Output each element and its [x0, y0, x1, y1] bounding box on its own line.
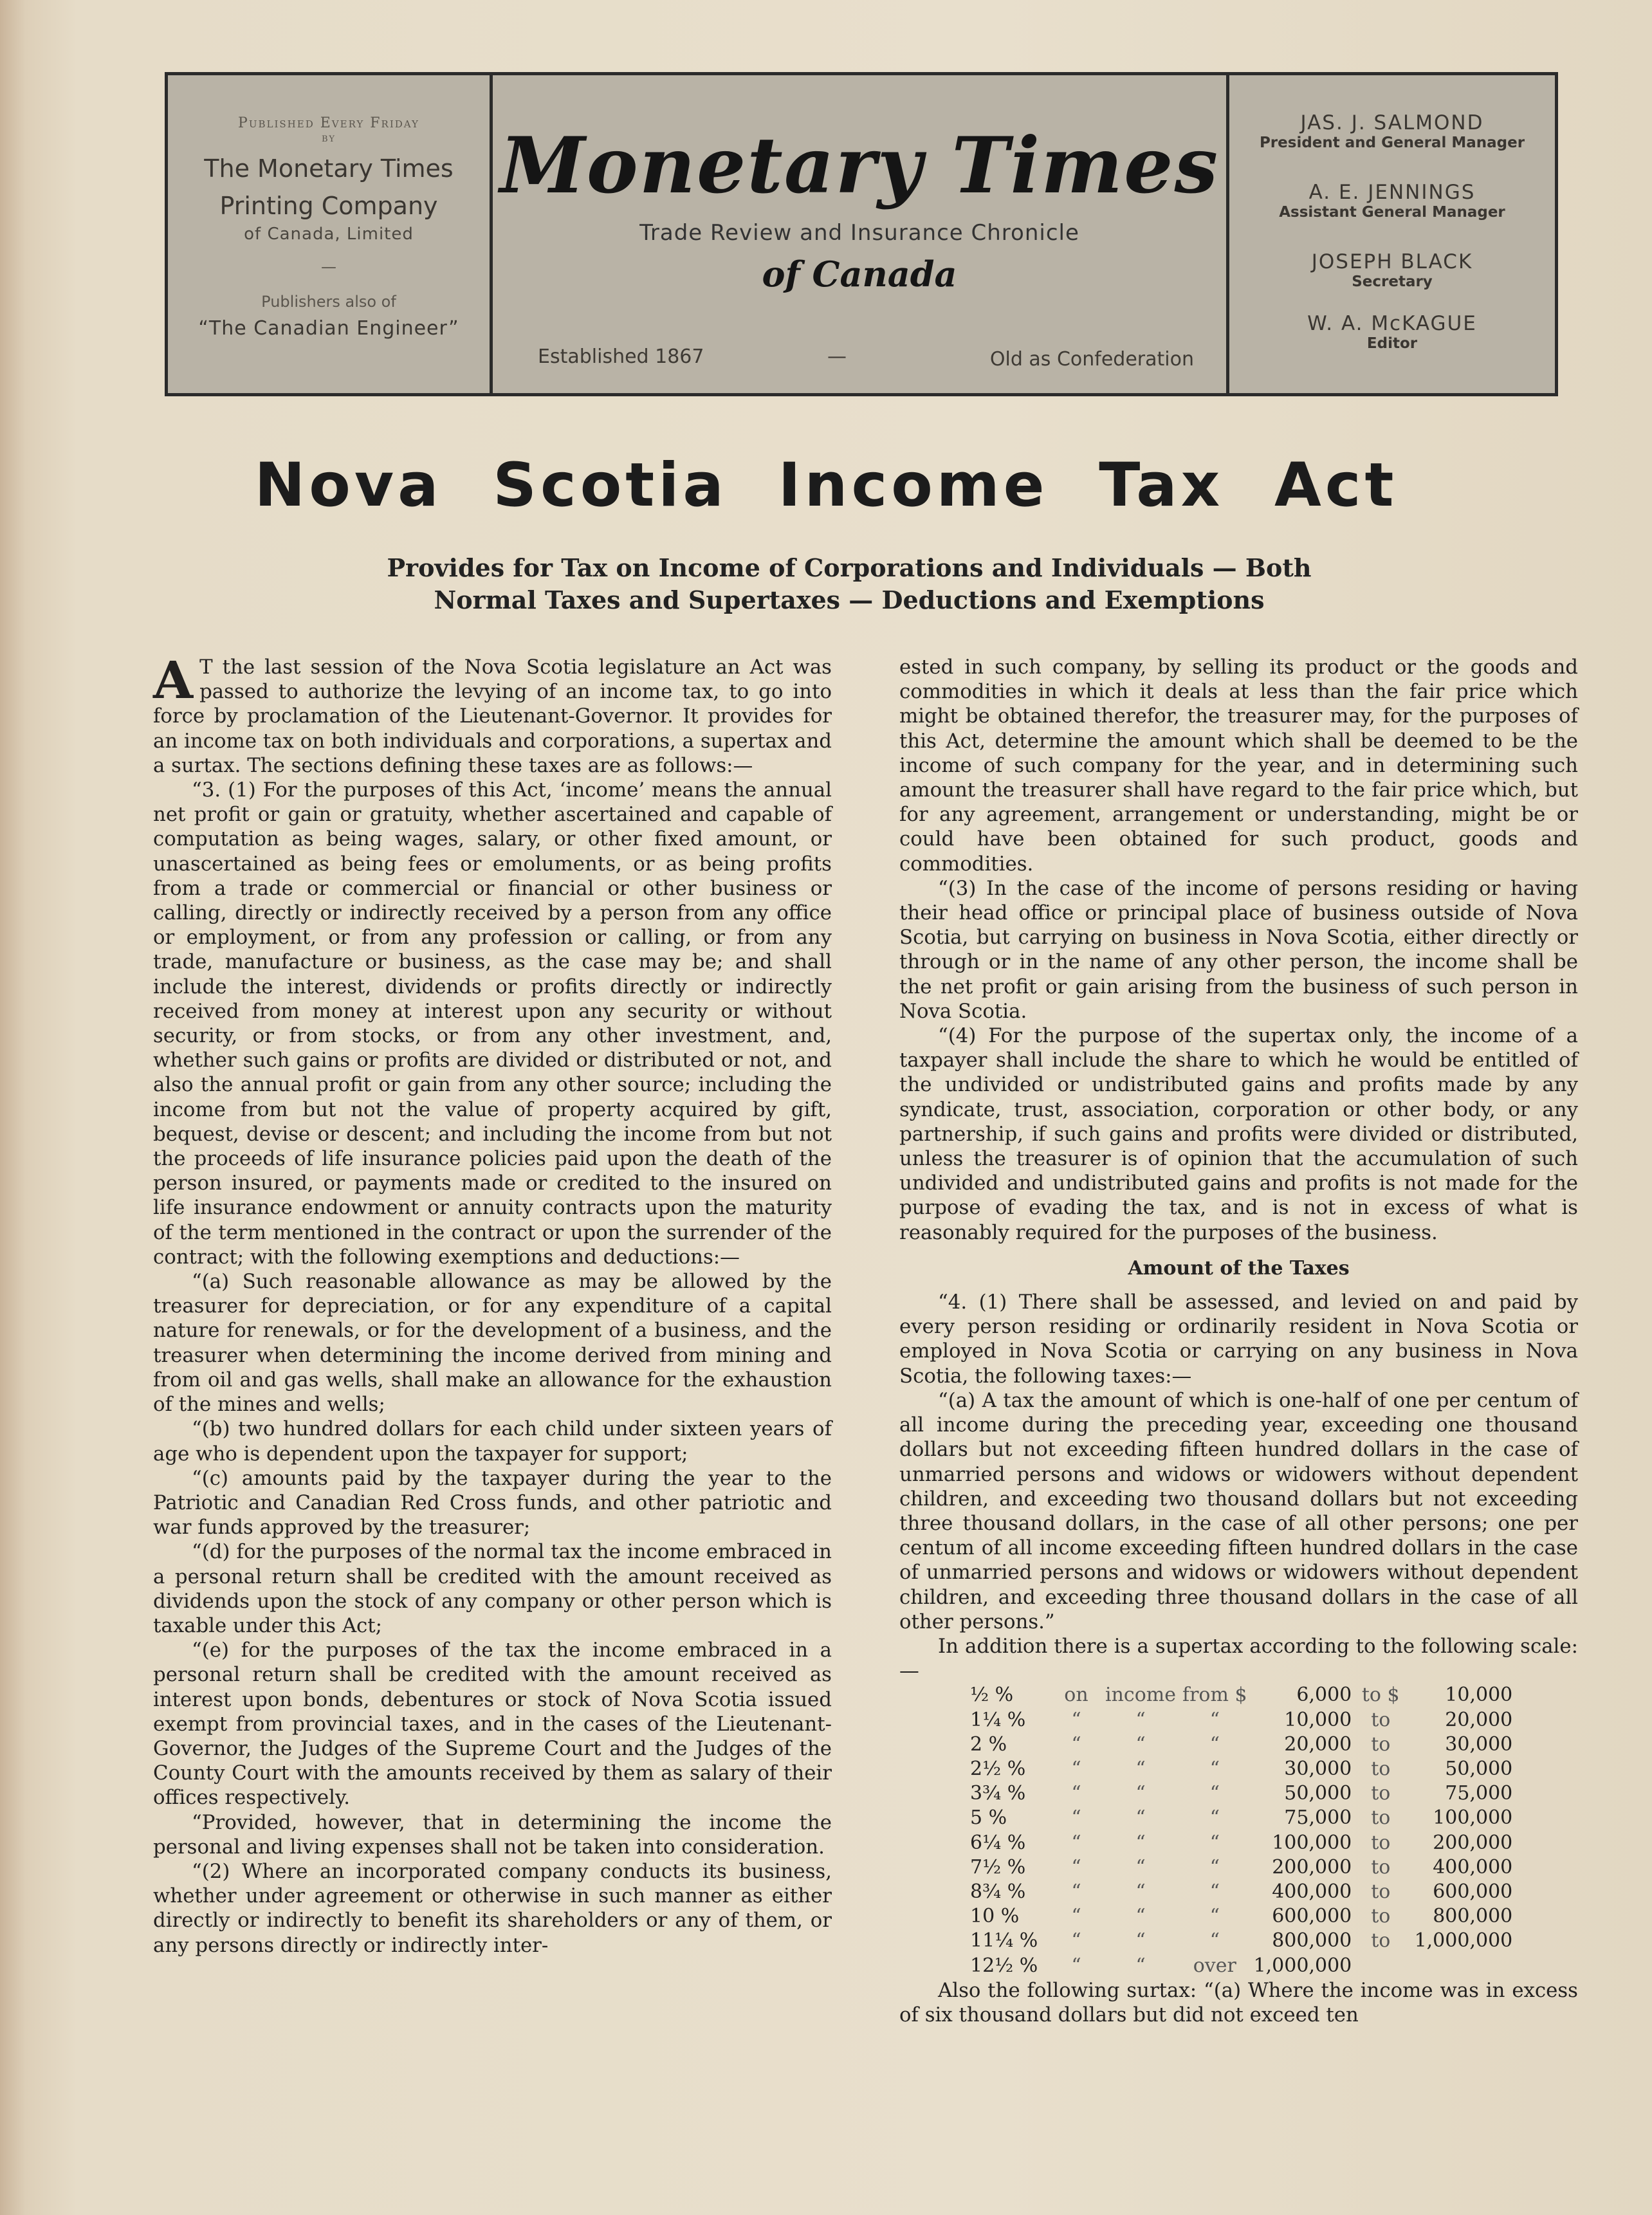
ditto-cell: “	[1071, 1880, 1081, 1903]
paragraph: “(4) For the purpose of the supertax only, the income of a taxpayer shall include the share to which he would be entitled of the undivided or undistributed gains and profits made by any syndicate, trust, association, corporation or other body, or any partnership, if such gains and profits were divided or distributed, unless the treasurer is of opinion that the accumulation of such undivided and undistributed gains and profits is not made for the purpose of evading the tax, and is not in excess of what is reasonably required for the purposes of the business.	[899, 1024, 1578, 1244]
to-cell: to	[1371, 1831, 1391, 1854]
section-heading: Amount of the Taxes	[1128, 1256, 1350, 1280]
supertax-scale-table	[970, 1683, 1519, 1978]
from-amount-cell: 800,000	[1272, 1929, 1352, 1953]
of-canada: of Canada	[762, 253, 957, 295]
subhead-line-1: Provides for Tax on Income of Corporations and Individuals — Both	[387, 553, 1312, 582]
to-amount-cell: 50,000	[1445, 1757, 1513, 1780]
from-amount-cell: 50,000	[1284, 1782, 1352, 1805]
company-line-3: of Canada, Limited	[244, 225, 414, 244]
masthead-center-divider: —	[827, 345, 847, 368]
closing-paragraph: Also the following surtax: “(a) Where the income was in excess of six thousand dollars but did not exceed ten	[899, 1978, 1578, 2027]
paragraph: “(3) In the case of the income of persons residing or having their head office or principal place of business outside of Nova Scotia, but carrying on business in Nova Scotia, either directly or through or in the name of any other person, the income shall be the net profit or gain arising from the business of such person in Nova Scotia.	[899, 876, 1578, 1023]
ditto-cell: “	[1135, 1806, 1146, 1830]
ditto-cell: “	[1209, 1880, 1220, 1903]
table-row	[970, 1806, 1519, 1830]
from-amount-cell: 10,000	[1284, 1708, 1352, 1731]
staff-name: A. E. JENNINGS	[1308, 181, 1476, 204]
table-row	[970, 1929, 1519, 1953]
to-cell: to $	[1361, 1684, 1400, 1707]
table-row	[970, 1954, 1519, 1978]
published-by: by	[322, 131, 336, 145]
paragraph: ested in such company, by selling its product or the goods and commodities in which it deals at less than the fair price which might be obtained therefor, the treasurer may, for the purposes of this Act, determine the amount which shall be deemed to be the income of such company for the year, and in determining such amount the treasurer shall have regard to the fair price which, but for any agreement, arrangement or understanding, might be or could have been obtained for such product, goods and commodities.	[899, 656, 1578, 876]
to-cell: to	[1371, 1708, 1391, 1731]
masthead-title-panel	[493, 75, 1229, 393]
ditto-cell: “	[1071, 1929, 1081, 1953]
table-row	[970, 1831, 1519, 1855]
to-amount-cell: 30,000	[1445, 1732, 1513, 1756]
ditto-cell: “	[1135, 1880, 1146, 1903]
to-amount-cell: 600,000	[1433, 1880, 1513, 1903]
rate-cell: 7½ %	[970, 1855, 1026, 1879]
to-amount-cell: 400,000	[1433, 1855, 1513, 1879]
ditto-cell: “	[1071, 1855, 1081, 1879]
masthead-divider: —	[321, 258, 336, 276]
drop-cap: A	[153, 650, 194, 710]
staff-name: JAS. J. SALMOND	[1300, 111, 1484, 134]
paragraph: “(e) for the purposes of the tax the income embraced in a personal return shall be credited with the amount received as interest upon bonds, debentures or stock of Nova Scotia issued exempt from provincial taxes, and in the cases of the Lieutenant-Governor, the Judges of the Supreme Court and the Judges of the County Court with the amounts received by them as salary of their offices respectively.	[153, 1639, 832, 1810]
ditto-cell: “	[1135, 1757, 1146, 1780]
rate-cell: 3¾ %	[970, 1782, 1026, 1805]
rate-cell: 1¼ %	[970, 1708, 1026, 1731]
ditto-cell: “	[1209, 1905, 1220, 1928]
ditto-cell: on	[1064, 1684, 1088, 1707]
from-amount-cell: 200,000	[1272, 1855, 1352, 1879]
rate-cell: 12½ %	[970, 1954, 1038, 1977]
to-cell: to	[1371, 1880, 1391, 1903]
ditto-cell: “	[1209, 1929, 1220, 1953]
publishers-also-of: Publishers also of	[261, 293, 396, 311]
ditto-cell: “	[1135, 1732, 1146, 1756]
ditto-cell: “	[1209, 1757, 1220, 1780]
to-amount-cell: 800,000	[1433, 1905, 1513, 1928]
ditto-cell: “	[1209, 1708, 1220, 1731]
to-cell: to	[1371, 1806, 1391, 1830]
trade-review-subtitle: Trade Review and Insurance Chronicle	[639, 220, 1079, 246]
to-amount-cell: 100,000	[1433, 1806, 1513, 1830]
ditto-cell: “	[1071, 1782, 1081, 1805]
ditto-cell: “	[1135, 1929, 1146, 1953]
staff-role: President and General Manager	[1259, 134, 1525, 151]
from-amount-cell: 30,000	[1284, 1757, 1352, 1780]
ditto-cell: “	[1071, 1905, 1081, 1928]
to-cell: to	[1371, 1782, 1391, 1805]
ditto-cell: “	[1071, 1954, 1081, 1977]
ditto-cell: “	[1209, 1855, 1220, 1879]
masthead	[165, 72, 1558, 396]
published-every-friday: Published Every Friday	[238, 115, 419, 131]
from-amount-cell: 75,000	[1284, 1806, 1352, 1830]
paragraph: “(a) A tax the amount of which is one-half of one per centum of all income during the preceding year, exceeding one thousand dollars but not exceeding fifteen hundred dollars in the case of unmarried persons and widows or widowers without dependent children, and exceeding two thousand dollars but not exceeding three thousand dollars, in the case of all other persons; one per centum of all income exceeding fifteen hundred dollars in the case of unmarried persons and widows or widowers without dependent children, and exceeding three thousand dollars in the case of all other persons.”	[899, 1388, 1578, 1633]
ditto-cell: “	[1071, 1831, 1081, 1854]
ditto-cell: “	[1135, 1831, 1146, 1854]
to-cell: to	[1371, 1929, 1391, 1953]
to-cell: to	[1371, 1855, 1391, 1879]
ditto-cell: “	[1135, 1954, 1146, 1977]
from-amount-cell: 20,000	[1284, 1732, 1352, 1756]
ditto-cell: “	[1209, 1782, 1220, 1805]
from-amount-cell: 100,000	[1272, 1831, 1352, 1854]
canadian-engineer: “The Canadian Engineer”	[198, 317, 459, 340]
company-line-2: Printing Company	[219, 192, 438, 220]
paragraph: A T the last session of the Nova Scotia legislature an Act was passed to authorize the levying of an income tax, to go into force by proclamation of the Lieutenant-Governor. It provides for an income tax on both individuals and corporations, a supertax and a surtax. The sections defining these taxes are as follows:—	[153, 650, 832, 777]
rate-cell: 11¼ %	[970, 1929, 1038, 1953]
paragraph: “3. (1) For the purposes of this Act, ‘income’ means the annual net profit or gain or gratuity, whether ascertained and capable of computation as being wages, salary, or other fixed amount, or unascertained as being fees or emoluments, or as being profits from a trade or commercial or financial or other business or calling, directly or indirectly received by a person from any office or employment, or from any profession or calling, or from any trade, manufacture or business, as the case may be; and shall include the interest, dividends or profits directly or indirectly received from money at interest upon any security or without security, or from stocks, or from any other investment, and, whether such gains or profits are divided or distributed or not, and also the annual profit or gain from any other source; including the income from but not the value of property acquired by gift, bequest, devise or descent; and including the income from but not the proceeds of life insurance policies paid upon the death of the person insured, or payments made or credited to the insured on life insurance endowment or annuity contracts upon the maturity of the term mentioned in the contract or upon the surrender of the contract; with the following exemptions and deductions:—	[153, 778, 832, 1269]
paragraph: “(a) Such reasonable allowance as may be allowed by the treasurer for depreciation, or for any expenditure of a capital nature for renewals, or for the development of a business, and the treasurer when determining the income derived from mining and from oil and gas wells, shall make an allowance for the exhaustion of the mines and wells;	[153, 1270, 832, 1417]
subhead-line-2: Normal Taxes and Supertaxes — Deductions and Exemptions	[434, 585, 1265, 614]
paragraph: “(d) for the purposes of the normal tax the income embraced in a personal return shall be credited with the amount received as dividends upon the stock of any company or other person which is taxable under this Act;	[153, 1540, 832, 1637]
to-amount-cell: 1,000,000	[1414, 1929, 1513, 1953]
table-row	[970, 1708, 1519, 1732]
staff-role: Secretary	[1352, 273, 1433, 290]
paragraph: “(b) two hundred dollars for each child under sixteen years of age who is dependent upon the taxpayer for support;	[153, 1417, 832, 1466]
paragraph: “Provided, however, that in determining the income the personal and living expenses shall not be taken into consideration.	[153, 1810, 832, 1859]
ditto-cell: “	[1071, 1806, 1081, 1830]
ditto-cell: “	[1209, 1806, 1220, 1830]
table-row	[970, 1683, 1519, 1707]
to-amount-cell: 200,000	[1433, 1831, 1513, 1854]
ditto-cell: “	[1071, 1732, 1081, 1756]
table-row	[970, 1732, 1519, 1757]
rate-cell: ½ %	[970, 1684, 1014, 1707]
rate-cell: 6¼ %	[970, 1831, 1026, 1854]
ditto-cell: “	[1209, 1831, 1220, 1854]
from-amount-cell: 400,000	[1272, 1880, 1352, 1903]
ditto-cell: “	[1071, 1708, 1081, 1731]
ditto-cell: “	[1071, 1757, 1081, 1780]
rate-cell: 5 %	[970, 1806, 1007, 1830]
company-line-1: The Monetary Times	[204, 154, 454, 183]
table-row	[970, 1855, 1519, 1880]
ditto-cell: from $	[1182, 1684, 1247, 1707]
table-row	[970, 1904, 1519, 1929]
rate-cell: 2½ %	[970, 1757, 1026, 1780]
staff-role: Assistant General Manager	[1279, 204, 1505, 221]
ditto-cell: income	[1105, 1684, 1176, 1707]
table-row	[970, 1757, 1519, 1781]
article-column-left	[153, 650, 832, 1958]
ditto-cell: “	[1135, 1905, 1146, 1928]
paragraph: “(c) amounts paid by the taxpayer during the year to the Patriotic and Canadian Red Cross funds, and other patriotic and war funds approved by the treasurer;	[153, 1466, 832, 1539]
to-amount-cell: 10,000	[1445, 1684, 1513, 1707]
established-1867: Established 1867	[538, 345, 704, 368]
paragraph: “(2) Where an incorporated company conducts its business, whether under agreement or otherwise in such manner as either directly or indirectly to benefit its shareholders or any of them, or any persons directly or indirectly inter-	[153, 1859, 832, 1957]
rate-cell: 8¾ %	[970, 1880, 1026, 1903]
staff-name: W. A. McKAGUE	[1307, 312, 1477, 335]
from-amount-cell: 6,000	[1296, 1684, 1352, 1707]
ditto-cell: “	[1135, 1782, 1146, 1805]
rate-cell: 2 %	[970, 1732, 1007, 1756]
to-amount-cell: 20,000	[1445, 1708, 1513, 1731]
paragraph: In addition there is a supertax according to the following scale:—	[899, 1634, 1578, 1683]
article-column-right	[899, 655, 1578, 2027]
ditto-cell: “	[1135, 1855, 1146, 1879]
to-cell: to	[1371, 1757, 1391, 1780]
from-amount-cell: 600,000	[1272, 1905, 1352, 1928]
masthead-staff-panel	[1229, 75, 1555, 393]
ditto-cell: “	[1209, 1732, 1220, 1756]
to-amount-cell	[1409, 1954, 1519, 1978]
paragraph: “4. (1) There shall be assessed, and levied on and paid by every person residing or ordinarily resident in Nova Scotia or employed in Nova Scotia or carrying on any business in Nova Scotia, the following taxes:—	[899, 1291, 1578, 1388]
ditto-cell: over	[1193, 1954, 1236, 1977]
to-cell: to	[1371, 1732, 1391, 1756]
masthead-title: Monetary Times	[499, 120, 1220, 211]
to-cell: to	[1371, 1905, 1391, 1928]
masthead-publisher-panel	[168, 75, 493, 393]
to-amount-cell: 75,000	[1445, 1782, 1513, 1805]
table-row	[970, 1880, 1519, 1904]
from-amount-cell: 1,000,000	[1253, 1954, 1352, 1977]
article-headline: Nova Scotia Income Tax Act	[254, 450, 1398, 520]
staff-name: JOSEPH BLACK	[1311, 250, 1473, 273]
to-cell	[1358, 1954, 1409, 1978]
ditto-cell: “	[1135, 1708, 1146, 1731]
old-as-confederation: Old as Confederation	[989, 348, 1194, 371]
table-row	[970, 1781, 1519, 1806]
staff-role: Editor	[1366, 335, 1418, 352]
rate-cell: 10 %	[970, 1905, 1020, 1928]
article-subhead	[360, 552, 1338, 616]
